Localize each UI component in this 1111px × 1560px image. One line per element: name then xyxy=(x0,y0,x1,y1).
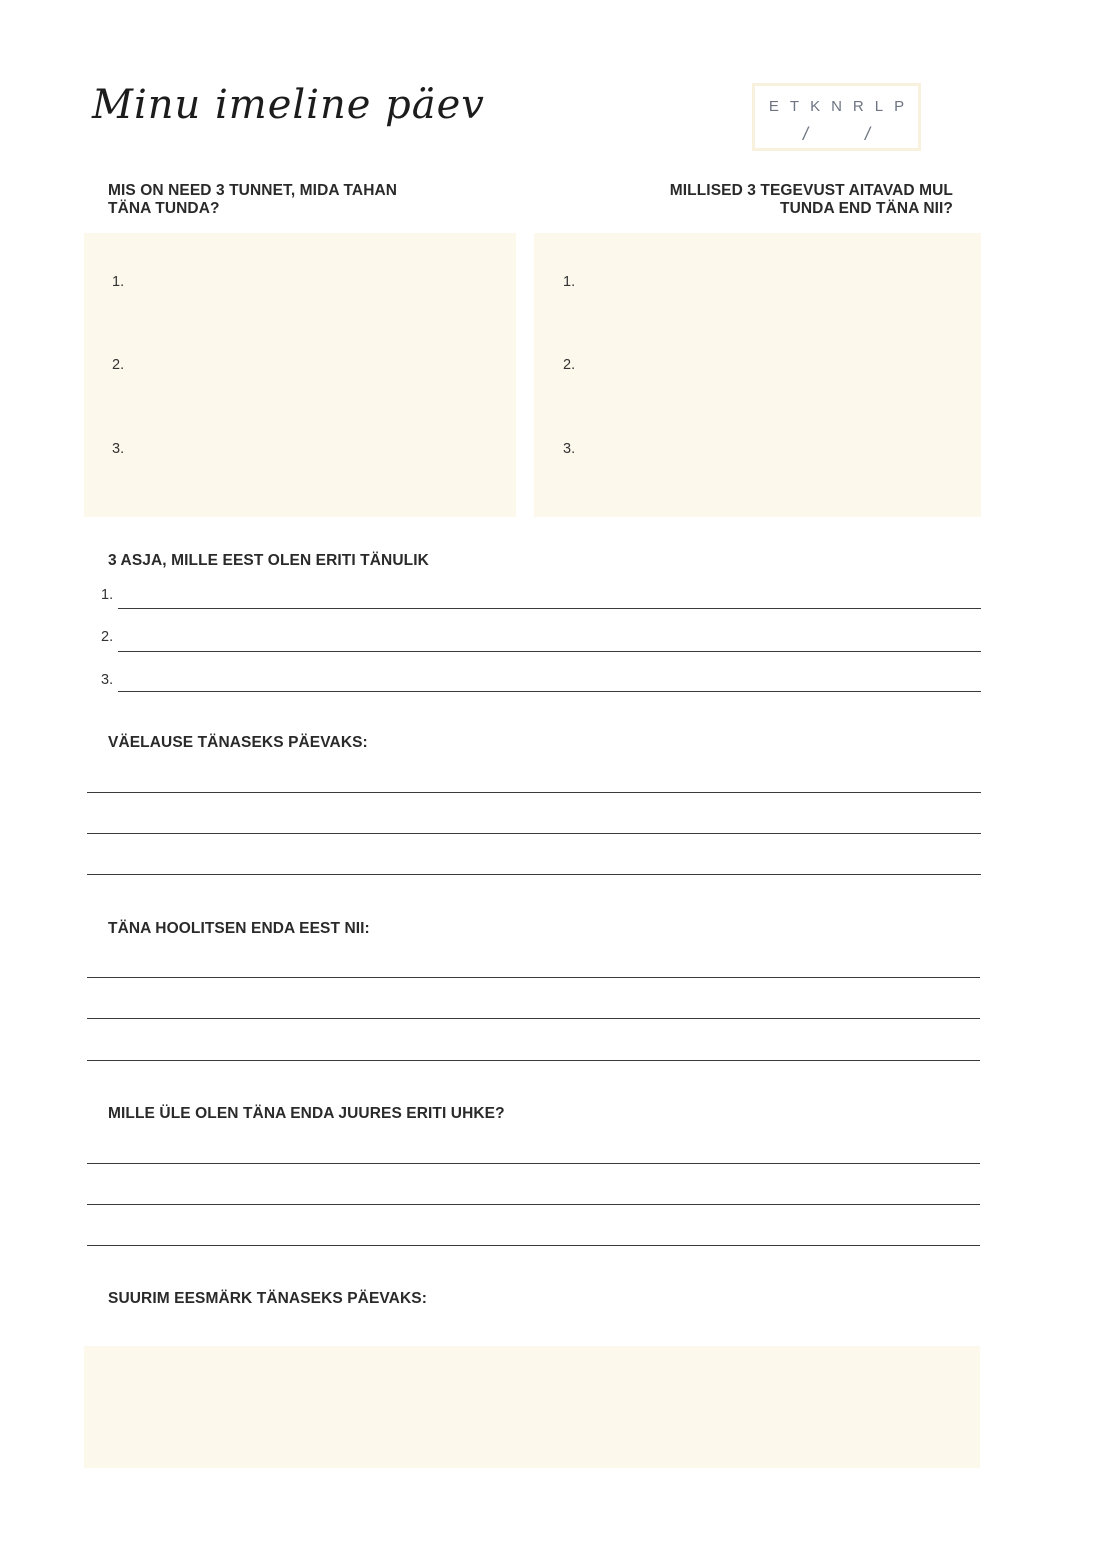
weekday-sun[interactable]: P xyxy=(894,98,905,115)
gratitude-line-3[interactable] xyxy=(118,691,981,692)
selfcare-line-1[interactable] xyxy=(87,977,980,978)
weekday-tue[interactable]: T xyxy=(789,98,800,115)
gratitude-number-2: 2. xyxy=(101,629,114,645)
weekday-fri[interactable]: R xyxy=(852,98,864,115)
date-separator-2: / xyxy=(865,124,871,144)
proud-line-1[interactable] xyxy=(87,1163,980,1164)
affirmation-line-1[interactable] xyxy=(87,792,981,793)
goal-heading: SUURIM EESMÄRK TÄNASEKS PÄEVAKS: xyxy=(108,1290,427,1307)
selfcare-line-3[interactable] xyxy=(87,1060,980,1061)
activities-number-3: 3. xyxy=(563,441,576,457)
gratitude-line-2[interactable] xyxy=(118,651,981,652)
date-separator-1: / xyxy=(803,124,809,144)
proud-line-3[interactable] xyxy=(87,1245,980,1246)
weekday-sat[interactable]: L xyxy=(874,98,884,115)
feelings-heading-line2: TÄNA TUNDA? xyxy=(108,200,220,217)
activities-heading-line1: MILLISED 3 TEGEVUST AITAVAD MUL xyxy=(669,182,953,199)
activities-heading xyxy=(670,182,953,218)
activities-heading-line2: TUNDA END TÄNA NII? xyxy=(780,200,953,217)
feelings-heading-line1: MIS ON NEED 3 TUNNET, MIDA TAHAN xyxy=(108,182,398,199)
affirmation-line-2[interactable] xyxy=(87,833,981,834)
affirmation-line-3[interactable] xyxy=(87,874,981,875)
feelings-number-2: 2. xyxy=(112,357,125,373)
weekday-row xyxy=(755,98,918,115)
selfcare-heading: TÄNA HOOLITSEN ENDA EEST NII: xyxy=(108,920,370,937)
page-title: Minu imeline päev xyxy=(92,82,485,128)
weekday-thu[interactable]: N xyxy=(831,98,842,115)
feelings-input-box[interactable] xyxy=(84,233,516,517)
affirmation-heading: VÄELAUSE TÄNASEKS PÄEVAKS: xyxy=(108,734,368,751)
activities-input-box[interactable] xyxy=(534,233,981,517)
weekday-wed[interactable]: K xyxy=(810,98,821,115)
feelings-number-1: 1. xyxy=(112,274,125,290)
activities-number-2: 2. xyxy=(563,357,576,373)
goal-input-box[interactable] xyxy=(84,1346,980,1468)
gratitude-number-3: 3. xyxy=(101,672,114,688)
proud-heading: MILLE ÜLE OLEN TÄNA ENDA JUURES ERITI UHKE? xyxy=(108,1105,505,1122)
activities-number-1: 1. xyxy=(563,274,576,290)
proud-line-2[interactable] xyxy=(87,1204,980,1205)
feelings-heading xyxy=(108,182,397,218)
weekday-date-box xyxy=(752,83,921,151)
gratitude-number-1: 1. xyxy=(101,587,114,603)
gratitude-line-1[interactable] xyxy=(118,608,981,609)
weekday-mon[interactable]: E xyxy=(768,98,779,115)
selfcare-line-2[interactable] xyxy=(87,1018,980,1019)
feelings-number-3: 3. xyxy=(112,441,125,457)
gratitude-heading: 3 ASJA, MILLE EEST OLEN ERITI TÄNULIK xyxy=(108,552,429,569)
